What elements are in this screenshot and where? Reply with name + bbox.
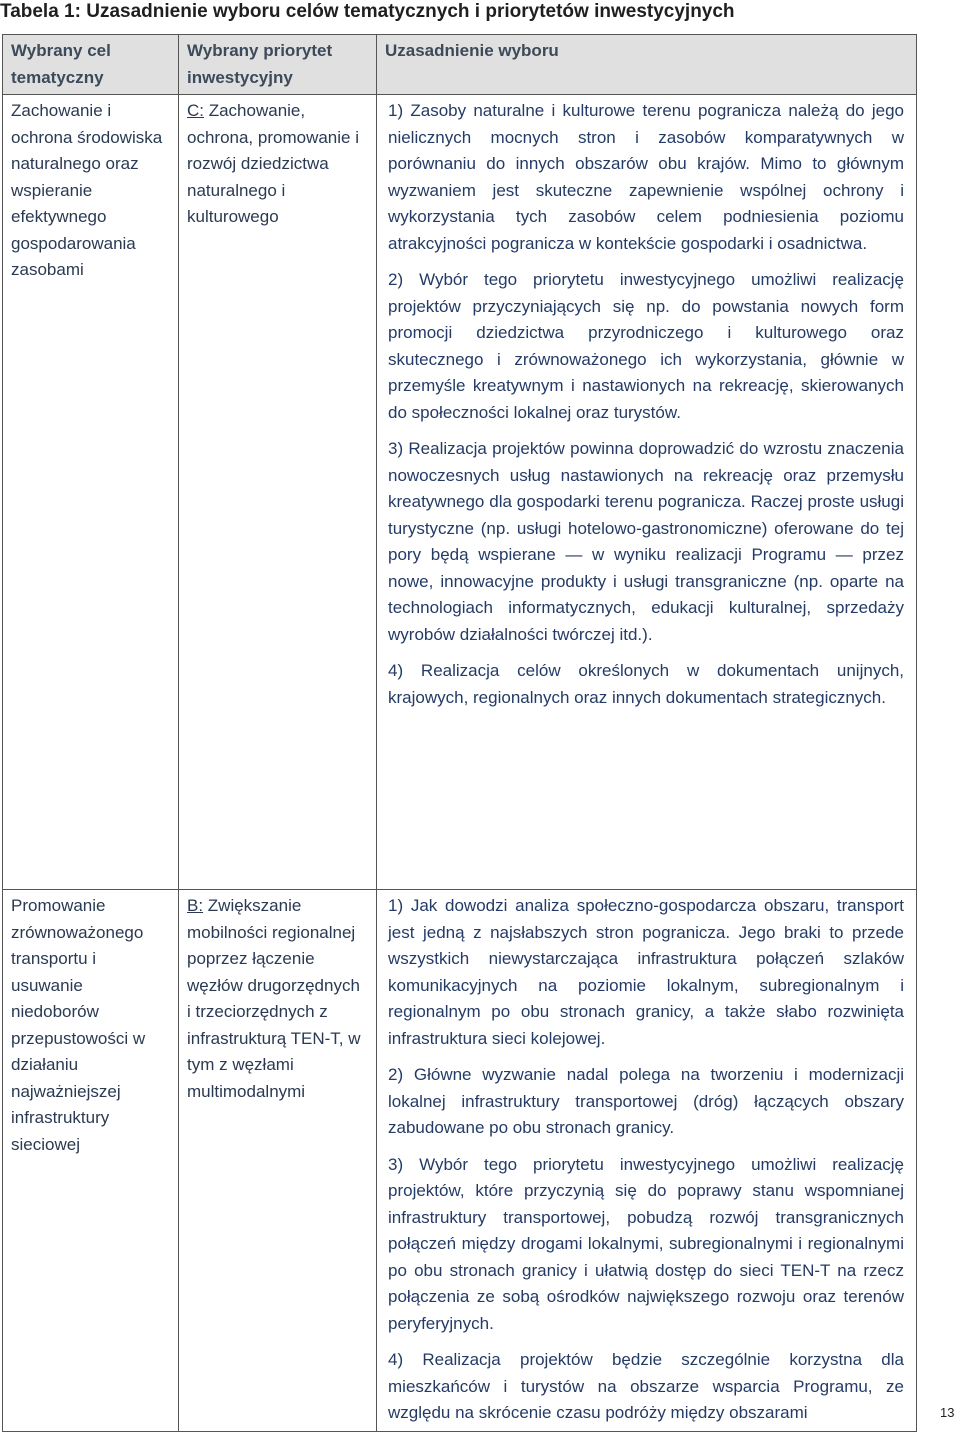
justification-paragraph: 3) Wybór tego priorytetu inwestycyjnego umożliwi realizację projektów, które przyczynią się do poprawy stanu wspomnianej infrastruktury transportowej, pobudzą rozwój transgranicznych połączeń między drogami lokalnymi, subregionalnymi i regionalnymi po obu stronach granicy i ułatwią dostęp do sieci TEN-T na rzecz połączenia ze sobą ośrodków największego rozwoju oraz terenów peryferyjnych. [388, 1154, 904, 1333]
thematic-objective-cell: Zachowanie i ochrona środowiska naturalnego oraz wspieranie efektywnego gospodarowania zasobami [3, 95, 179, 890]
table-row [3, 890, 917, 1432]
justification-cell [377, 95, 917, 890]
table-row [3, 95, 917, 890]
table-caption: Tabela 1: Uzasadnienie wyboru celów tematycznych i priorytetów inwestycyjnych [0, 1, 735, 22]
header-thematic-objective: Wybrany cel tematyczny [3, 35, 179, 95]
investment-priority-cell [179, 890, 377, 1432]
priority-text: Zwiększanie mobilności regionalnej poprzez łączenie węzłów drugorzędnych i trzeciorzędnych z infrastrukturą TEN-T, w tym z węzłami multimodalnymi [187, 896, 361, 1101]
table-header-row [3, 35, 917, 95]
justification-paragraph: 1) Jak dowodzi analiza społeczno-gospodarcza obszaru, transport jest jedną z najsłabszych stron pogranicza. Jego braki to przede wszystkich niewystarczająca infrastruktura połączeń szlaków komunikacyjnych na poziomie lokalnym, subregionalnym i regionalnym po obu stronach granicy, a także słabo rozwinięta infrastruktura sieci kolejowej. [388, 896, 904, 1048]
priority-text: Zachowanie, ochrona, promowanie i rozwój dziedzictwa naturalnego i kulturowego [187, 101, 359, 226]
thematic-objective-cell: Promowanie zrównoważonego transportu i usuwanie niedoborów przepustowości w działaniu najważniejszej infrastruktury sieciowej [3, 890, 179, 1432]
justification-paragraph: 1) Zasoby naturalne i kulturowe terenu pogranicza należą do jego nielicznych mocnych stron i zasobów komparatywnych w porównaniu do innych obszarów obu krajów. Mimo to głównym wyzwaniem jest skuteczne zapewnienie wspólnej ochrony i wykorzystania tych zasobów celem podniesienia poziomu atrakcyjności pogranicza w kontekście gospodarki i osadnictwa. [388, 101, 904, 253]
priority-code: C: [187, 101, 204, 120]
justification-cell [377, 890, 917, 1432]
header-justification: Uzasadnienie wyboru [377, 35, 917, 95]
justification-paragraph: 2) Wybór tego priorytetu inwestycyjnego umożliwi realizację projektów przyczyniających się np. do powstania nowych form promocji dziedzictwa przyrodniczego i kulturowego oraz skutecznego i zrównoważonego ich wykorzystania, głównie w przemyśle kreatywnym i nastawionych na rekreację, skierowanych do społeczności lokalnej oraz turystów. [388, 270, 904, 422]
justification-paragraph: 4) Realizacja celów określonych w dokumentach unijnych, krajowych, regionalnych oraz innych dokumentach strategicznych. [388, 661, 904, 707]
justification-table [2, 34, 917, 1432]
justification-paragraph: 4) Realizacja projektów będzie szczególnie korzystna dla mieszkańców i turystów na obszarze wsparcia Programu, ze względu na skrócenie czasu podróży między obszarami [388, 1350, 904, 1422]
investment-priority-cell [179, 95, 377, 890]
priority-code: B: [187, 896, 204, 915]
header-investment-priority: Wybrany priorytet inwestycyjny [179, 35, 377, 95]
page-number: 13 [940, 1405, 955, 1420]
justification-paragraph: 3) Realizacja projektów powinna doprowadzić do wzrostu znaczenia nowoczesnych usług nastawionych na rekreację oraz przemysłu kreatywnego dla gospodarki terenu pogranicza. Raczej proste usługi turystyczne (np. usługi hotelowo-gastronomiczne) oferowane do tej pory będą wspierane — w wyniku realizacji Programu — przez nowe, innowacyjne produkty i usługi transgraniczne (np. oparte na technologiach informatycznych, edukacji kulturalnej, sprzedaży wyrobów działalności twórczej itd.). [388, 439, 904, 644]
justification-paragraph: 2) Główne wyzwanie nadal polega na tworzeniu i modernizacji lokalnej infrastruktury transportowej (dróg) łączących obszary zabudowane po obu stronach granicy. [388, 1065, 904, 1137]
